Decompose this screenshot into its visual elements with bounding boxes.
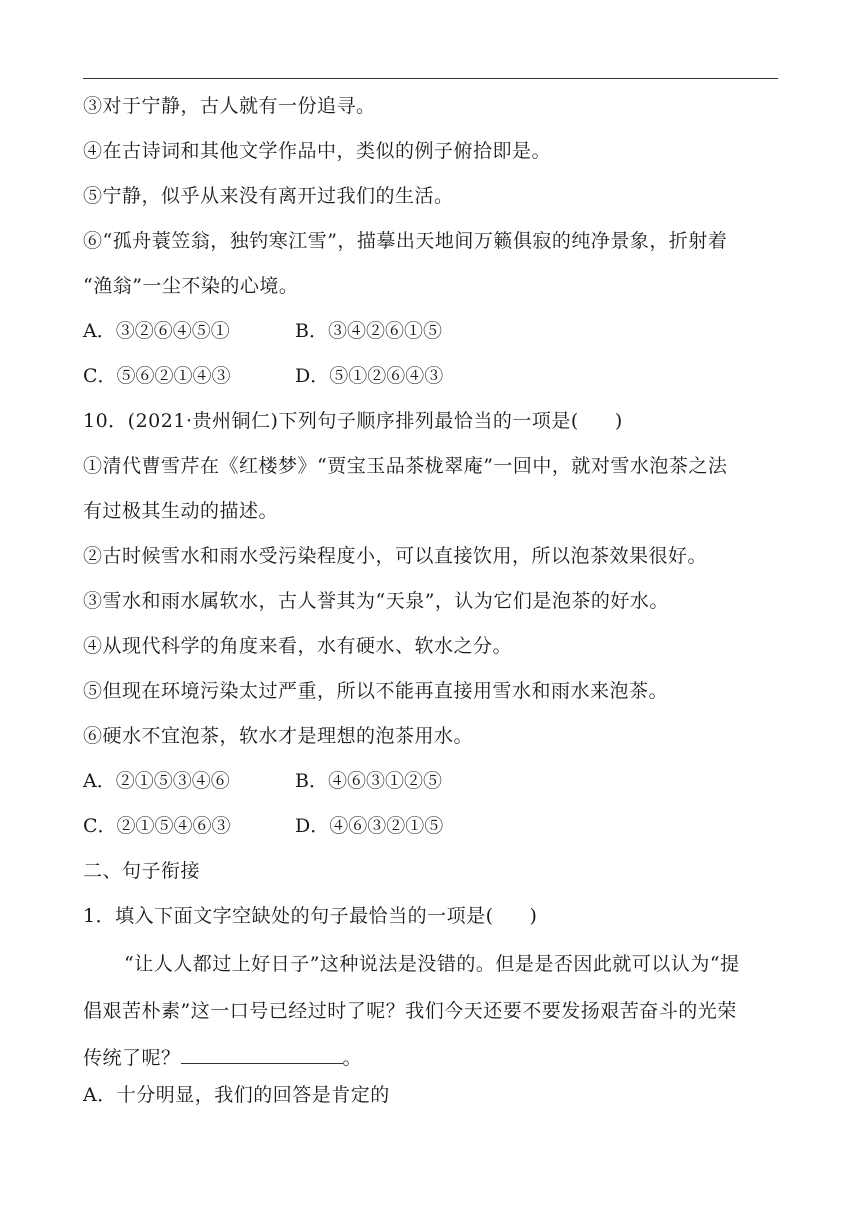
s2-q1-option-a: A．十分明显，我们的回答是肯定的	[83, 1084, 390, 1106]
q10-item-2: ②古时候雪水和雨水受污染程度小，可以直接饮用，所以泡茶效果很好。	[83, 545, 708, 567]
section-heading: 二、句子衔接	[83, 860, 201, 882]
q10-item-4: ④从现代科学的角度来看，水有硬水、软水之分。	[83, 635, 513, 657]
passage-line-3-text: 传统了呢？	[83, 1047, 181, 1069]
q10-item-1-line1: ①清代曹雪芹在《红楼梦》“贾宝玉品茶栊翠庵”一回中，就对雪水泡茶之法	[83, 455, 728, 477]
q10-stem-text: 10．(2021·贵州铜仁)下列句子顺序排列最恰当的一项是(	[83, 410, 579, 432]
q9-item-4: ④在古诗词和其他文学作品中，类似的例子俯拾即是。	[83, 140, 552, 162]
q10-option-a: A．②①⑤③④⑥	[83, 770, 230, 792]
q9-item-6-line1: ⑥“孤舟蓑笠翁，独钓寒江雪”，描摹出天地间万籁俱寂的纯净景象，折射着	[83, 230, 728, 252]
passage-line-3	[83, 1045, 362, 1070]
q10-item-3: ③雪水和雨水属软水，古人誉其为“天泉”，认为它们是泡茶的好水。	[83, 590, 669, 612]
q9-option-a: A．③②⑥④⑤①	[83, 320, 230, 342]
q9-item-5: ⑤宁静，似乎从来没有离开过我们的生活。	[83, 185, 454, 207]
q10-item-6: ⑥硬水不宜泡茶，软水才是理想的泡茶用水。	[83, 725, 474, 747]
passage-line-2: 倡艰苦朴素”这一口号已经过时了呢？我们今天还要不要发扬艰苦奋斗的光荣	[83, 1000, 737, 1022]
passage-line-3-end: 。	[342, 1047, 363, 1069]
q10-item-5: ⑤但现在环境污染太过严重，所以不能再直接用雪水和雨水来泡茶。	[83, 680, 669, 702]
q10-stem-close: )	[614, 410, 623, 432]
q10-option-c: C．②①⑤④⑥③	[83, 815, 231, 837]
q10-item-1-line2: 有过极其生动的描述。	[83, 500, 279, 522]
q9-option-b: B．③④②⑥①⑤	[295, 320, 442, 342]
q9-option-c: C．⑤⑥②①④③	[83, 365, 231, 387]
q10-option-b: B．④⑥③①②⑤	[295, 770, 442, 792]
q10-stem	[83, 409, 623, 433]
s2-q1-stem	[83, 904, 537, 928]
top-rule	[83, 78, 778, 79]
s2-q1-stem-close: )	[529, 905, 538, 927]
q9-option-d: D．⑤①②⑥④③	[295, 365, 444, 387]
q10-option-d: D．④⑥③②①⑤	[295, 815, 444, 837]
q9-item-6-line2: “渔翁”一尘不染的心境。	[83, 275, 299, 297]
passage-line-1: “让人人都过上好日子”这种说法是没错的。但是是否因此就可以认为“提	[124, 953, 740, 975]
fill-in-blank	[181, 1045, 343, 1064]
q9-item-3: ③对于宁静，古人就有一份追寻。	[83, 95, 376, 117]
s2-q1-stem-text: 1．填入下面文字空缺处的句子最恰当的一项是(	[83, 905, 494, 927]
